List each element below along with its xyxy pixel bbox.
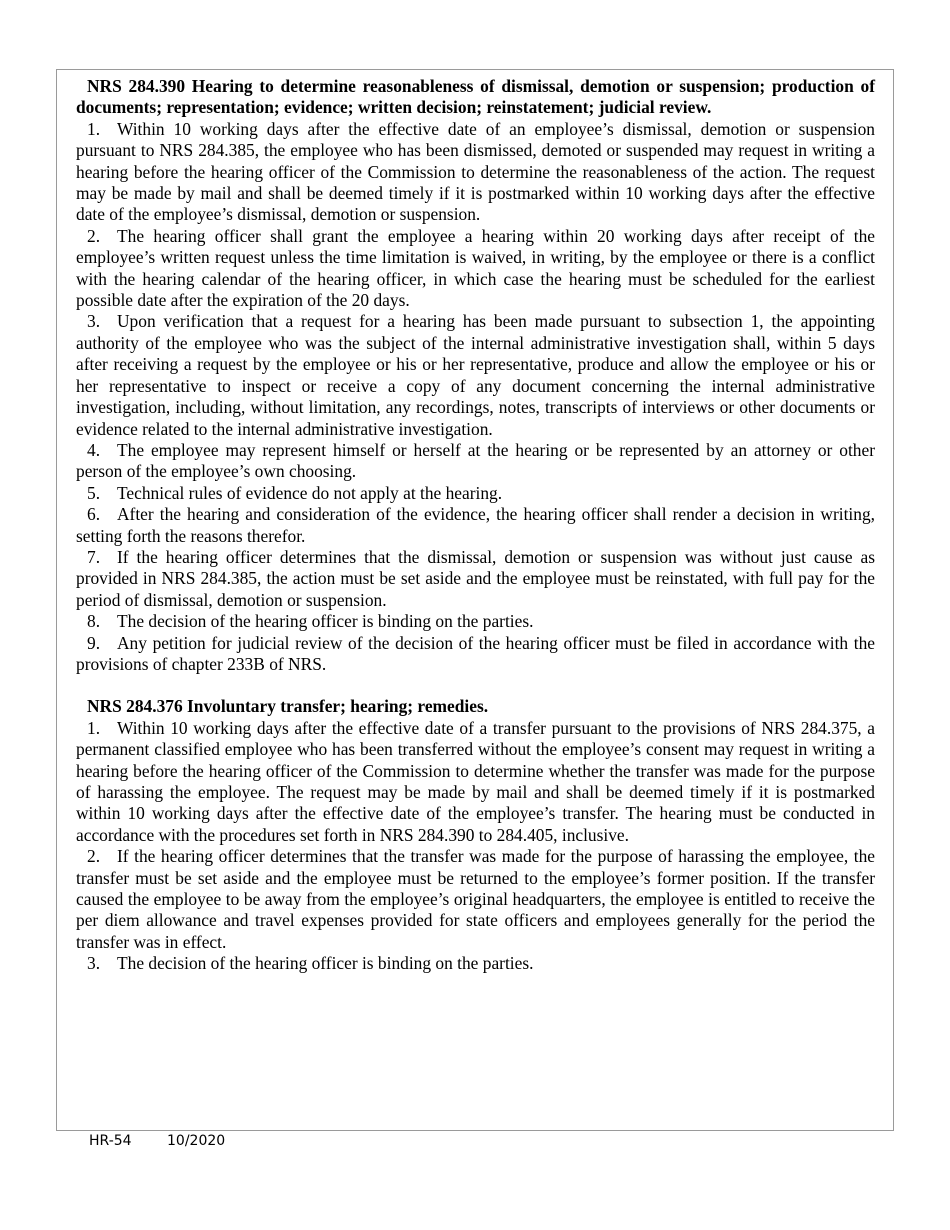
page-footer — [89, 1133, 225, 1149]
paragraph — [76, 547, 875, 611]
paragraph-text: Technical rules of evidence do not apply at the hearing. — [117, 482, 503, 503]
paragraph — [76, 611, 875, 632]
revision-date: 10/2020 — [167, 1133, 226, 1149]
paragraph-number: 3. — [87, 953, 101, 974]
paragraph-text: Upon verification that a request for a hearing has been made pursuant to subsection 1, the appointing authority of the employee who was the subject of the internal administrative investigation shall, within 5 days after receiving a request by the employee or his or her representative, produce and allow the employee or his or her representative to inspect or receive a copy of any document concerning the internal administrative investigation, including, without limitation, any recordings, notes, transcripts of interviews or other documents or evidence related to the internal administrative investigation. — [76, 311, 875, 439]
paragraph — [76, 226, 875, 312]
paragraph-number: 7. — [87, 546, 101, 567]
paragraph-number: 6. — [87, 504, 101, 525]
paragraph — [76, 953, 875, 974]
paragraph-text: The decision of the hearing officer is binding on the parties. — [117, 953, 534, 974]
section-title-284-376: NRS 284.376 Involuntary transfer; hearing; remedies. — [87, 696, 489, 717]
paragraph-number: 2. — [87, 225, 101, 246]
paragraph-text: If the hearing officer determines that the transfer was made for the purpose of harassing the employee, the transfer must be set aside and the employee must be returned to the employee’s former position. If the transfer caused the employee to be away from the employee’s original headquarters, the employee is entitled to receive the per diem allowance and travel expenses provided for state officers and employees generally for the period the transfer was in effect. — [76, 846, 875, 952]
paragraph-number: 1. — [87, 717, 101, 738]
paragraph-text: Within 10 working days after the effective date of a transfer pursuant to the provisions of NRS 284.375, a permanent classified employee who has been transferred without the employee’s consent may request in writing a hearing before the hearing officer of the Commission to determine whether the transfer was made for the purpose of harassing the employee. The request may be made by mail and shall be deemed timely if it is postmarked within 10 working days after the effective date of the employee’s transfer. The hearing must be conducted in accordance with the procedures set forth in NRS 284.390 to 284.405, inclusive. — [76, 717, 875, 845]
paragraph-number: 9. — [87, 632, 101, 653]
paragraph — [76, 440, 875, 483]
paragraph — [76, 311, 875, 439]
form-id: HR-54 — [89, 1133, 132, 1149]
paragraph-number: 8. — [87, 611, 101, 632]
paragraph-number: 5. — [87, 482, 101, 503]
paragraph — [76, 633, 875, 676]
paragraph-number: 4. — [87, 439, 101, 460]
document-body — [76, 76, 875, 975]
paragraph — [76, 504, 875, 547]
paragraph-number: 3. — [87, 311, 101, 332]
paragraph-text: The employee may represent himself or herself at the hearing or be represented by an attorney or other person of the employee’s own choosing. — [76, 439, 875, 482]
paragraph-text: Within 10 working days after the effective date of an employee’s dismissal, demotion or suspension pursuant to NRS 284.385, the employee who has been dismissed, demoted or suspended may request in writing a hearing before the hearing officer of the Commission to determine the reasonableness of the action. The request may be made by mail and shall be deemed timely if it is postmarked within 10 working days after the effective date of the employee’s dismissal, demotion or suspension. — [76, 118, 875, 225]
paragraph-number: 2. — [87, 846, 101, 867]
paragraph-text: If the hearing officer determines that the dismissal, demotion or suspension was without just cause as provided in NRS 284.385, the action must be set aside and the employee must be reinstated, with full pay for the period of dismissal, demotion or suspension. — [76, 546, 875, 610]
section-title-284-390: NRS 284.390 Hearing to determine reasonableness of dismissal, demotion or suspension; production of documents; representation; evidence; written decision; reinstatement; judicial review. — [76, 76, 875, 118]
paragraph-text: The hearing officer shall grant the employee a hearing within 20 working days after receipt of the employee’s written request unless the time limitation is waived, in writing, by the employee or there is a conflict with the hearing calendar of the hearing officer, in which case the hearing must be scheduled for the earliest possible date after the expiration of the 20 days. — [76, 225, 875, 311]
paragraph-text: After the hearing and consideration of the evidence, the hearing officer shall render a decision in writing, setting forth the reasons therefor. — [76, 504, 875, 546]
paragraph-text: Any petition for judicial review of the decision of the hearing officer must be filed in accordance with the provisions of chapter 233B of NRS. — [76, 632, 875, 674]
paragraph-text: The decision of the hearing officer is binding on the parties. — [117, 611, 534, 632]
paragraph — [76, 483, 875, 504]
paragraph — [76, 718, 875, 846]
section-spacer — [76, 675, 875, 696]
paragraph — [76, 119, 875, 226]
paragraph — [76, 846, 875, 953]
paragraph-number: 1. — [87, 118, 101, 139]
